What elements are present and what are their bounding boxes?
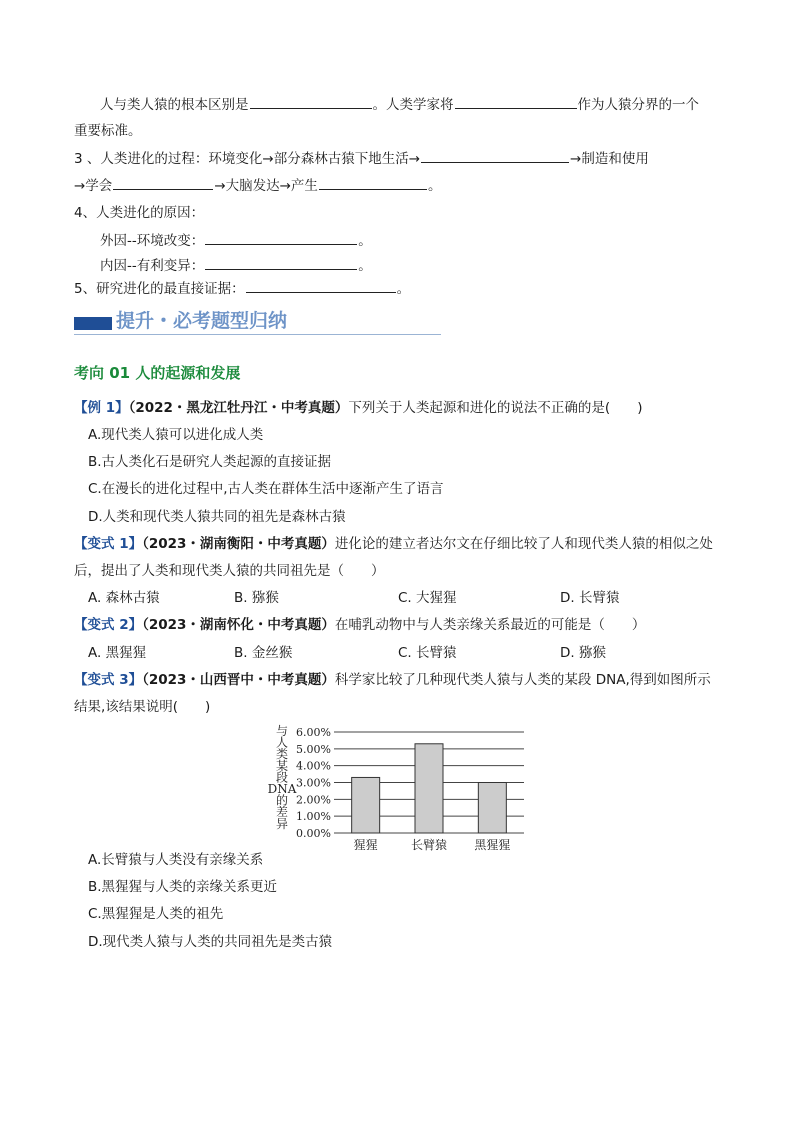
section-title: 考向 01 人的起源和发展 [74, 364, 241, 382]
question-1-option-d[interactable]: D.人类和现代类人猿共同的祖先是森林古猿 [88, 509, 346, 525]
question-source: （2023・山西晋中・中考真题） [142, 672, 335, 688]
chart-ylabel-char: DNA [267, 782, 297, 796]
question-tag: 【变式 3】 [74, 672, 143, 688]
question-3-option-c[interactable]: C. 长臂猿 [398, 645, 457, 661]
chart-bar-1 [352, 777, 380, 833]
answer-blank[interactable] [421, 148, 569, 163]
question-4-stem-cont: 结果,该结果说明( ) [74, 699, 211, 715]
chart-ylabel-char: 段 [275, 770, 289, 785]
answer-blank[interactable] [250, 94, 372, 109]
chart-yticks [296, 726, 331, 840]
question-2-stem-cont: 后，提出了人类和现代类人猿的共同祖先是（ ） [74, 563, 385, 579]
fill-line-6: 外因--环境改变： 。 [100, 230, 372, 251]
chart-ylabel-char: 差 [275, 805, 289, 820]
fill-line-4: →学会 →大脑发达→产生 。 [74, 175, 441, 196]
chart-ytick-label: 6.00% [296, 726, 331, 739]
question-source: （2023・湖南怀化・中考真题） [142, 617, 335, 633]
chart-ytick-label: 1.00% [296, 810, 331, 824]
chart-ylabel-char: 某 [275, 758, 289, 773]
chart-bar-3 [478, 783, 506, 834]
question-tag: 【例 1】 [74, 400, 129, 416]
question-2-option-a[interactable]: A. 森林古猿 [88, 590, 160, 606]
fill-line-8: 5、研究进化的最直接证据： 。 [74, 278, 410, 299]
chart-xtick-label: 猩猩 [353, 838, 378, 852]
fill-line-7: 内因--有利变异： 。 [100, 255, 372, 276]
question-1-stem: 【例 1】（2022・黑龙江牡丹江・中考真题）下列关于人类起源和进化的说法不正确的是( ) [74, 400, 643, 416]
chart-xtick-label: 黑猩猩 [474, 838, 511, 852]
question-4-stem: 【变式 3】（2023・山西晋中・中考真题）科学家比较了几种现代类人猿与人类的某段 DNA,得到如图所示 [74, 672, 711, 688]
chart-ytick-label: 4.00% [296, 759, 331, 773]
question-2-option-c[interactable]: C. 大猩猩 [398, 590, 457, 606]
chart-bars [352, 744, 507, 833]
chart-ylabel-char: 的 [275, 793, 289, 808]
question-2-option-b[interactable]: B. 猕猴 [234, 590, 279, 606]
chart-ytick-label: 2.00% [296, 793, 331, 807]
question-4-option-c[interactable]: C.黑猩猩是人类的祖先 [88, 906, 224, 922]
section-banner [74, 304, 441, 335]
question-1-option-a[interactable]: A.现代类人猿可以进化成人类 [88, 427, 264, 443]
chart-ytick-label: 3.00% [296, 776, 331, 790]
banner-title: 提升・必考题型归纳 [116, 310, 288, 332]
chart-xticks [354, 837, 511, 852]
answer-blank[interactable] [113, 175, 213, 190]
chart-ylabel-char: 异 [275, 816, 289, 831]
question-tag: 【变式 2】 [74, 617, 143, 633]
answer-blank[interactable] [205, 255, 357, 270]
answer-blank[interactable] [455, 94, 577, 109]
question-4-option-d[interactable]: D.现代类人猿与人类的共同祖先是类古猿 [88, 934, 333, 950]
answer-blank[interactable] [205, 230, 357, 245]
chart-bar-2 [415, 744, 443, 833]
question-2-option-d[interactable]: D. 长臂猿 [560, 590, 620, 606]
question-3-option-d[interactable]: D. 猕猴 [560, 645, 606, 661]
fill-line-5: 4、人类进化的原因： [74, 205, 205, 221]
chart-ytick-label: 5.00% [296, 742, 331, 756]
answer-blank[interactable] [246, 278, 396, 293]
question-3-option-a[interactable]: A. 黑猩猩 [88, 645, 147, 661]
question-1-option-b[interactable]: B.古人类化石是研究人类起源的直接证据 [88, 454, 332, 470]
banner-accent-bar [74, 317, 112, 330]
chart-xtick-label: 长臂猿 [410, 838, 448, 852]
chart-ytick-label: 0.00% [296, 827, 331, 840]
fill-line-3: 3 、人类进化的过程：环境变化→部分森林古猿下地生活→ →制造和使用 [74, 148, 649, 169]
chart-ylabel-char: 与 [275, 724, 289, 738]
question-2-stem: 【变式 1】（2023・湖南衡阳・中考真题）进化论的建立者达尔文在仔细比较了人和现代类人猿的相似之处 [74, 536, 713, 552]
fill-line-2: 重要标准。 [74, 123, 142, 139]
question-4-option-a[interactable]: A.长臂猿与人类没有亲缘关系 [88, 852, 264, 868]
fill-line-1: 人与类人猿的根本区别是 。人类学家将 作为人猿分界的一个 [100, 94, 699, 115]
chart-ylabel-char: 类 [275, 747, 289, 762]
question-1-option-c[interactable]: C.在漫长的进化过程中,古人类在群体生活中逐渐产生了语言 [88, 481, 444, 497]
question-source: （2023・湖南衡阳・中考真题） [142, 536, 335, 552]
dna-difference-chart [262, 722, 532, 854]
question-source: （2022・黑龙江牡丹江・中考真题） [128, 400, 349, 416]
question-4-option-b[interactable]: B.黑猩猩与人类的亲缘关系更近 [88, 879, 278, 895]
answer-blank[interactable] [319, 175, 427, 190]
question-3-option-b[interactable]: B. 金丝猴 [234, 645, 293, 661]
chart-ylabel-char: 人 [275, 735, 289, 750]
question-tag: 【变式 1】 [74, 536, 143, 552]
question-3-stem: 【变式 2】（2023・湖南怀化・中考真题）在哺乳动物中与人类亲缘关系最近的可能是（ ） [74, 617, 646, 633]
chart-ylabel [268, 724, 297, 831]
